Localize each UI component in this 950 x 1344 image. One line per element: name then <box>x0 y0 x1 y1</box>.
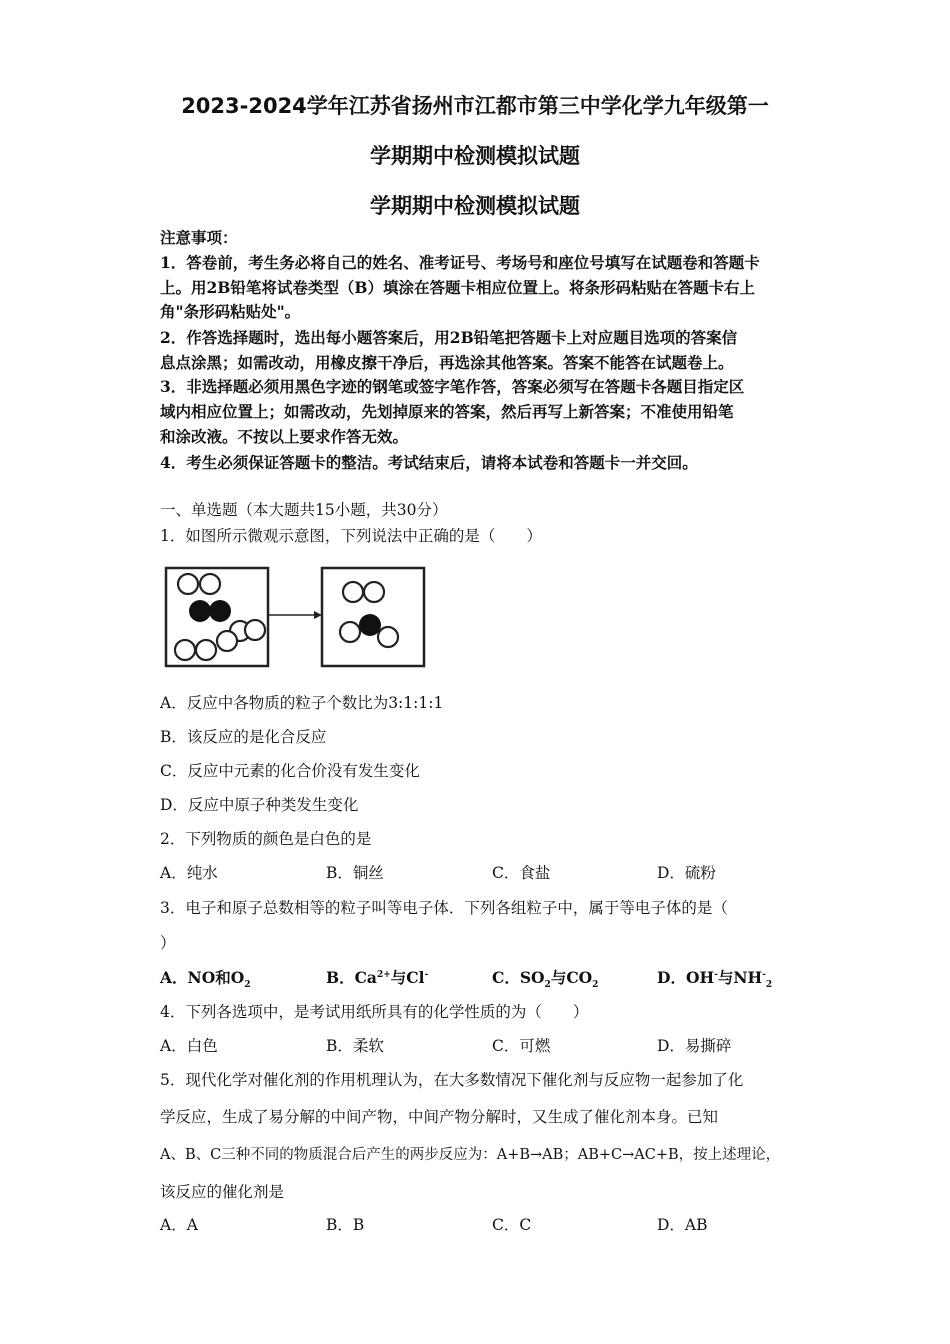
superscript: 2+ <box>376 969 391 980</box>
notice-line: 息点涂黑；如需改动，用橡皮擦干净后，再选涂其他答案。答案不能答在试题卷上。 <box>160 353 734 372</box>
question-1-option-c: C．反应中元素的化合价没有发生变化 <box>160 762 420 780</box>
notice-heading: 注意事项： <box>160 228 238 247</box>
title-line-3: 学期期中检测模拟试题 <box>370 194 580 218</box>
superscript: - <box>762 969 766 980</box>
question-3-option-a <box>160 968 251 991</box>
white-atom <box>343 582 363 602</box>
question-4-stem: 4．下列各选项中，是考试用纸所具有的化学性质的为（ ） <box>160 1003 589 1021</box>
subscript: 2 <box>244 980 251 991</box>
white-atom <box>217 631 237 651</box>
option-text: B．Ca <box>326 968 377 987</box>
option-text: A．NO和O <box>160 968 245 987</box>
question-3-stem-line-1: 3．电子和原子总数相等的粒子叫等电子体．下列各组粒子中，属于等电子体的是（ <box>160 899 728 917</box>
question-2-option-b: B．铜丝 <box>326 864 384 882</box>
question-4-option-d: D．易撕碎 <box>657 1037 732 1055</box>
question-3-option-c <box>492 968 599 991</box>
question-1-option-b: B．该反应的是化合反应 <box>160 728 327 746</box>
title-line-2: 学期期中检测模拟试题 <box>370 144 580 168</box>
question-5-option-d: D．AB <box>657 1216 708 1234</box>
white-atom <box>175 640 195 660</box>
question-3-option-b <box>326 968 428 988</box>
white-atom <box>178 574 198 594</box>
white-atom <box>364 582 384 602</box>
notice-line: 域内相应位置上；如需改动，先划掉原来的答案，然后再写上新答案；不准使用铅笔 <box>160 402 734 421</box>
subscript: 2 <box>592 980 599 991</box>
question-2-option-d: D．硫粉 <box>657 864 716 882</box>
question-3-stem-line-2: ） <box>160 934 176 952</box>
question-1-option-a: A．反应中各物质的粒子个数比为3:1:1:1 <box>160 694 444 712</box>
option-text: 与Cl <box>390 968 425 987</box>
question-2-option-a: A．纯水 <box>160 864 218 882</box>
question-5-line: 5．现代化学对催化剂的作用机理认为，在大多数情况下催化剂与反应物一起参加了化 <box>160 1071 744 1089</box>
notice-line: 3．非选择题必须用黑色字迹的钢笔或签字笔作答，答案必须写在答题卡各题目指定区 <box>160 377 745 396</box>
black-atom <box>209 600 231 622</box>
question-4-option-b: B．柔软 <box>326 1037 384 1055</box>
option-text: D．OH <box>657 968 715 987</box>
superscript: - <box>714 969 718 980</box>
notice-line: 上。用2B铅笔将试卷类型（B）填涂在答题卡相应位置上。将条形码粘贴在答题卡右上 <box>160 278 755 297</box>
black-atom <box>359 614 381 636</box>
question-5-option-c: C．C <box>492 1216 532 1234</box>
question-5-line: 该反应的催化剂是 <box>160 1183 285 1201</box>
subscript: 2 <box>765 980 773 991</box>
notice-line: 1．答卷前，考生务必将自己的姓名、准考证号、考场号和座位号填写在试题卷和答题卡 <box>160 253 760 272</box>
white-atom <box>200 574 220 594</box>
question-1-stem: 1．如图所示微观示意图，下列说法中正确的是（ ） <box>160 527 542 545</box>
notice-line: 和涂改液。不按以上要求作答无效。 <box>160 427 409 446</box>
question-5-option-b: B．B <box>326 1216 365 1234</box>
black-atom <box>189 600 211 622</box>
superscript: - <box>424 969 429 980</box>
white-atom <box>378 627 398 647</box>
option-text: C．SO <box>492 968 545 987</box>
question-5-option-a: A．A <box>160 1216 198 1234</box>
question-1-option-d: D．反应中原子种类发生变化 <box>160 796 359 814</box>
micro-reaction-diagram <box>160 564 430 670</box>
question-4-option-c: C．可燃 <box>492 1037 551 1055</box>
section-heading: 一、单选题（本大题共15小题，共30分） <box>160 501 448 519</box>
question-4-option-a: A．白色 <box>160 1037 218 1055</box>
white-atom <box>196 640 216 660</box>
question-3-option-d <box>657 968 773 991</box>
notice-line: 4．考生必须保证答题卡的整洁。考试结束后，请将本试卷和答题卡一并交回。 <box>160 453 698 472</box>
title-line-1: 2023-2024学年江苏省扬州市江都市第三中学化学九年级第一 <box>181 94 769 118</box>
question-2-stem: 2．下列物质的颜色是白色的是 <box>160 830 372 848</box>
notice-line: 角"条形码粘贴处"。 <box>160 302 301 321</box>
notice-line: 2．作答选择题时，选出每小题答案后，用2B铅笔把答题卡上对应题目选项的答案信 <box>160 328 738 347</box>
white-atom <box>245 620 265 640</box>
question-5-line: 学反应，生成了易分解的中间产物，中间产物分解时，又生成了催化剂本身。已知 <box>160 1108 719 1126</box>
option-text: 与CO <box>550 968 593 987</box>
option-text: 与NH <box>717 968 763 987</box>
white-atom <box>340 622 360 642</box>
subscript: 2 <box>544 980 551 991</box>
question-2-option-c: C．食盐 <box>492 864 551 882</box>
question-5-line: A、B、C三种不同的物质混合后产生的两步反应为：A+B→AB；AB+C→AC+B，按上述理论， <box>160 1147 781 1163</box>
